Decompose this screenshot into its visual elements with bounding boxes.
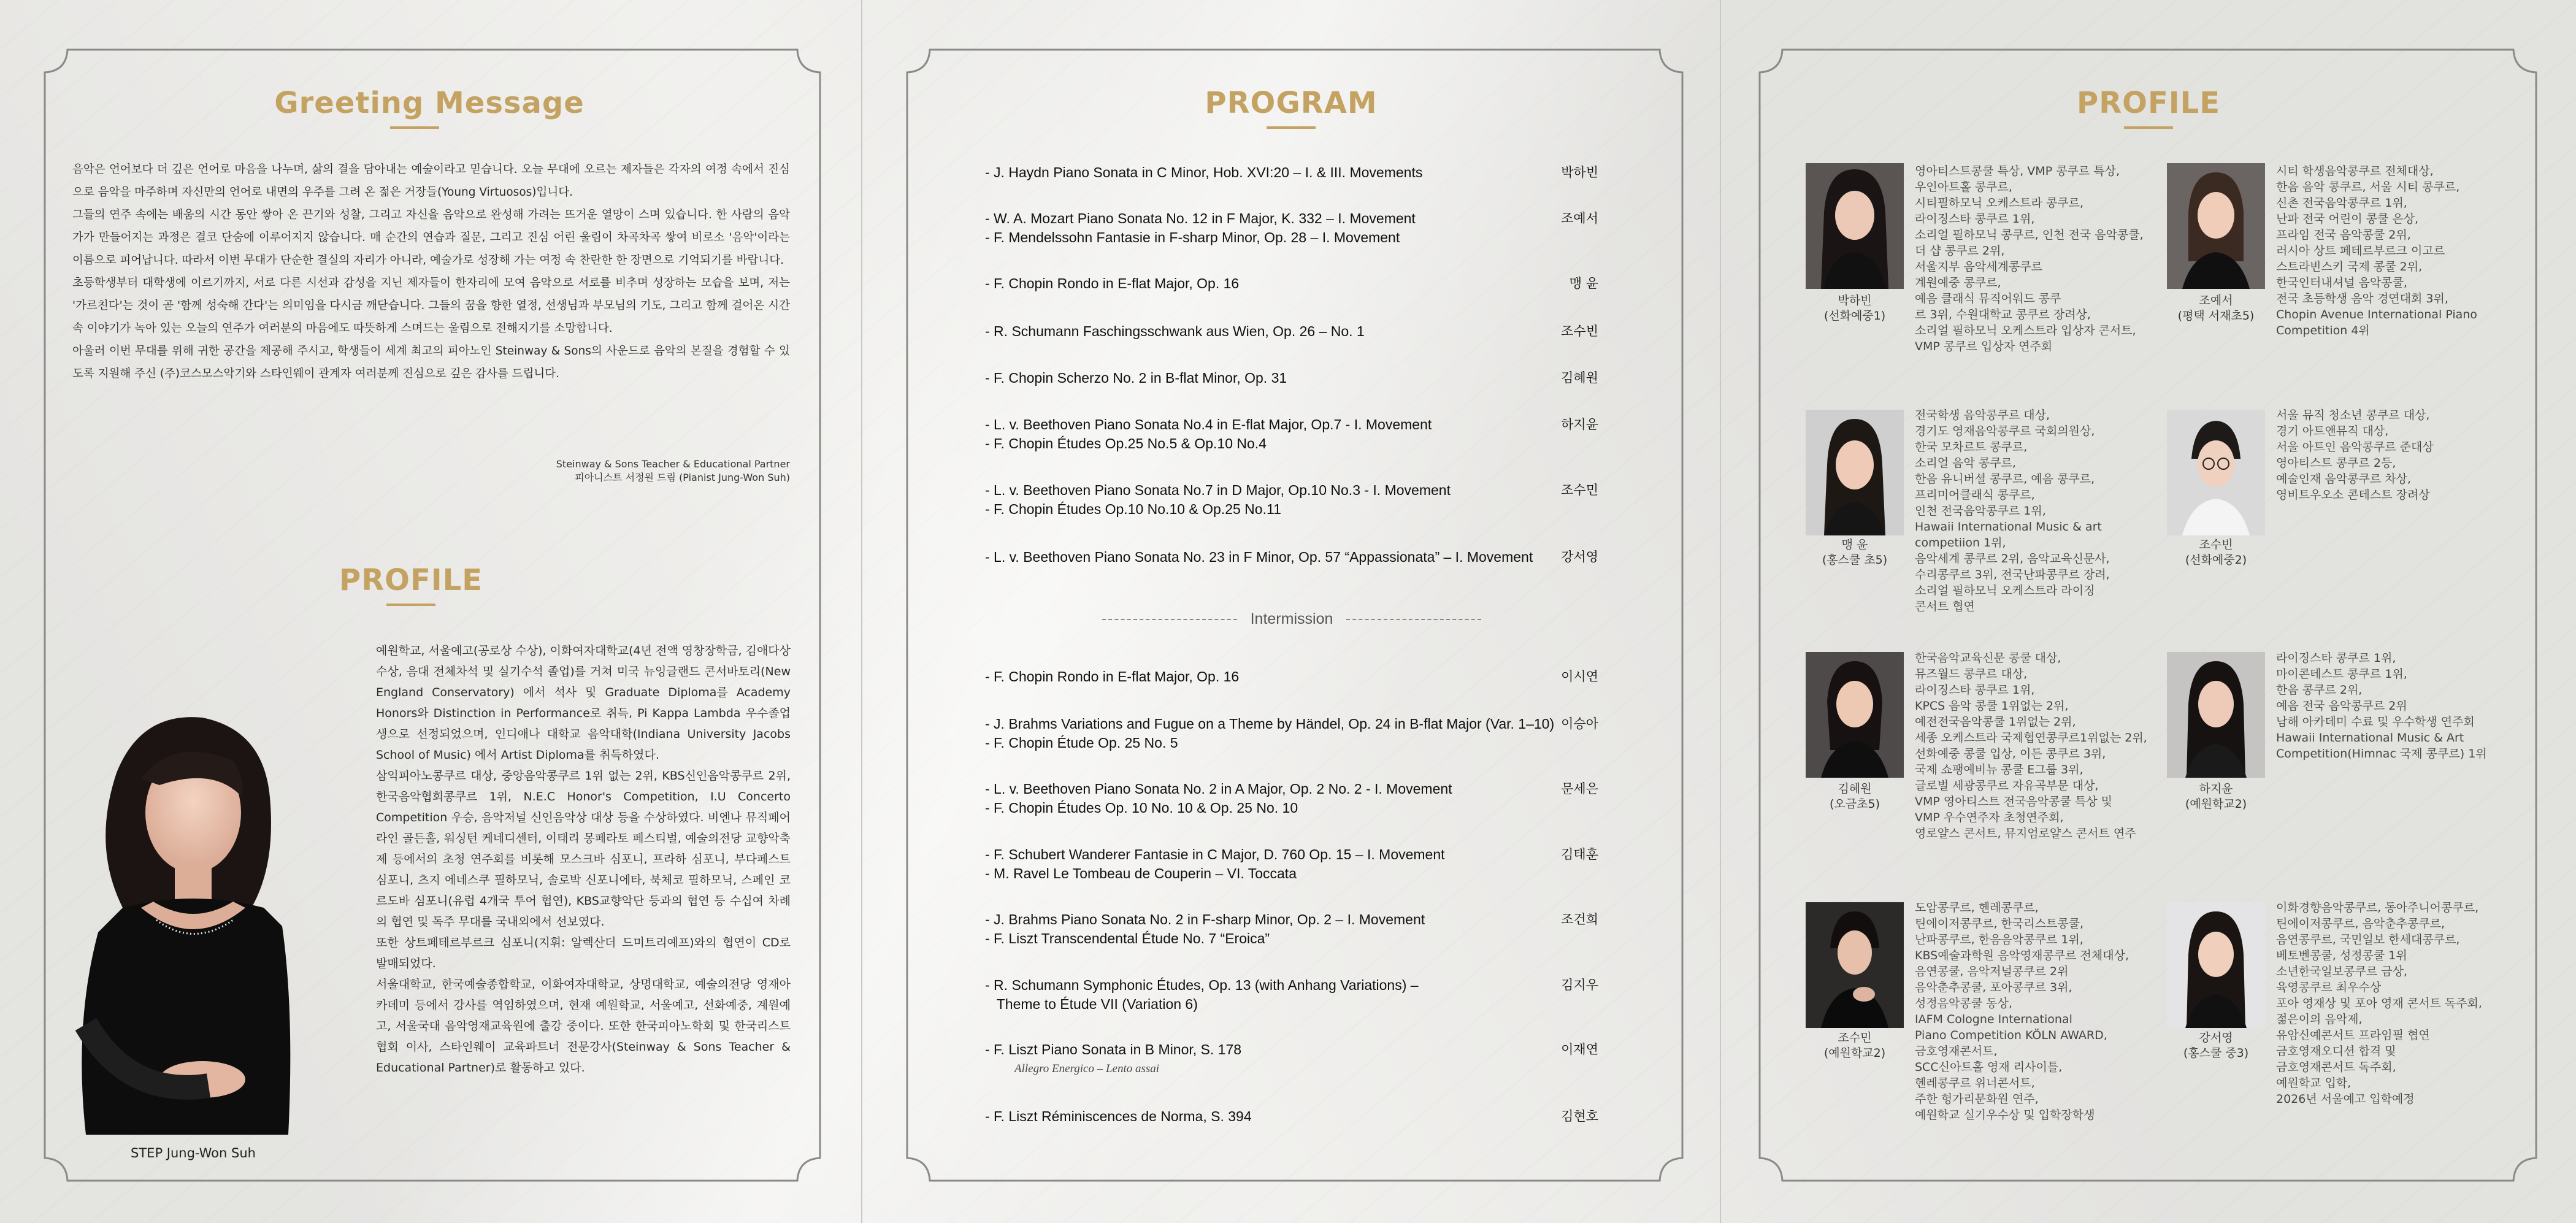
greeting-title-rule [390,126,439,129]
program-piece: - F. Chopin Étude Op. 25 No. 5 [985,735,1178,751]
program-performer: 김태훈 [1561,847,1598,862]
program-performer: 김현호 [1561,1109,1598,1124]
program-piece: - F. Liszt Transcendental Étude No. 7 “Eroica” [985,930,1270,946]
greeting-paragraph-3: 초등학생부터 대학생에 이르기까지, 서로 다른 시선과 감성을 지닌 제자들이 한자리에 모여 음악으로 서로를 비추며 성장하는 모습을 보며, 저는 '가르친다'는 것이 곧 '함께 성숙해 간다'는 의미임을 다시금 깨닫습니다. 그들의 꿈을 향한 열정, 선생님과 부모님의 기도, 그리고 함께 걸어온 시간 속 이야기가 녹아 있는 오늘의 연주가 여러분의 마음에도 따뜻하게 스며드는 울림으로 전해지기를 소망합니다. [72,277,790,335]
student-name: 김혜원 [1838,782,1872,796]
student-caption [2155,1030,2277,1061]
program-item [985,322,1598,341]
program-piece: - F. Chopin Scherzo No. 2 in B-flat Minor, Op. 31 [985,370,1287,386]
teacher-portrait [49,705,319,1135]
program-piece: - W. A. Mozart Piano Sonata No. 12 in F Major, K. 332 – I. Movement [985,210,1416,226]
student-caption [2155,537,2277,568]
program-performer: 이승아 [1561,716,1598,731]
program-performer: 조수빈 [1561,324,1598,339]
program-piece: - M. Ravel Le Tombeau de Couperin – VI. Toccata [985,865,1297,881]
student-school: (예원학교2) [2185,797,2247,811]
program-performer: 조건희 [1561,912,1598,927]
program-performer: 이시연 [1561,669,1598,684]
program-item [985,274,1598,293]
student-name: 조수빈 [2199,538,2233,551]
program-item [985,845,1598,883]
program-list [985,0,1598,1223]
program-performer: 박하빈 [1561,165,1598,180]
program-piece: - J. Brahms Variations and Fugue on a Theme by Händel, Op. 24 in B-flat Major (Var. 1–10) [985,716,1555,732]
student-school: (홍스쿨 중3) [2183,1046,2249,1060]
student-photo [2167,652,2265,778]
intermission-divider [985,610,1598,628]
intermission-label: Intermission [1250,610,1333,627]
program-piece: - F. Liszt Réminiscences de Norma, S. 394 [985,1108,1252,1124]
program-piece: - L. v. Beethoven Piano Sonata No.7 in D Major, Op.10 No.3 - I. Movement [985,482,1451,498]
program-piece: - F. Chopin Études Op.10 No.10 & Op.25 No.11 [985,501,1281,517]
program-performer: 문세은 [1561,781,1598,796]
student-photo [1806,163,1904,289]
program-performer: 맹 윤 [1569,276,1598,291]
signature-line-2: 피아니스트 서정원 드림 (Pianist Jung-Won Suh) [575,472,790,483]
greeting-title: Greeting Message [274,86,585,120]
program-piece: - F. Mendelssohn Fantasie in F-sharp Minor, Op. 28 – I. Movement [985,229,1400,245]
intermission-dashes-right [1346,619,1481,620]
student-photo [1806,652,1904,778]
profile-right-title: PROFILE [2077,86,2220,120]
program-item [985,369,1598,388]
program-performer: 이재연 [1561,1042,1598,1057]
student-school: (평택 서재초5) [2177,309,2255,323]
greeting-panel [0,0,859,1223]
program-item [985,667,1598,686]
student-photo [2167,902,2265,1028]
program-item [985,163,1598,182]
student-school: (홍스쿨 초5) [1822,553,1888,567]
profile-left-title: PROFILE [339,563,483,597]
greeting-body [72,158,790,385]
program-piece: - R. Schumann Faschingsschwank aus Wien, Op. 26 – No. 1 [985,323,1365,339]
program-piece: - F. Chopin Rondo in E-flat Major, Op. 16 [985,669,1240,684]
program-performer: 조예서 [1561,211,1598,226]
student-caption [1793,781,1916,812]
program-piece: - L. v. Beethoven Piano Sonata No.4 in E-flat Major, Op.7 - I. Movement [985,416,1432,432]
program-item [985,715,1598,753]
student-photo [2167,410,2265,535]
student-caption [1793,537,1916,568]
program-performer: 김혜원 [1561,370,1598,385]
student-caption [1793,293,1916,324]
student-photo [1806,902,1904,1028]
program-performer: 김지우 [1561,978,1598,992]
program-piece: - L. v. Beethoven Piano Sonata No. 23 in F Minor, Op. 57 “Appassionata” – I. Movement [985,549,1533,565]
program-title: PROGRAM [1205,86,1378,120]
greeting-paragraph-4: 아울러 이번 무대를 위해 귀한 공간을 제공해 주시고, 학생들이 세계 최고의 피아노인 Steinway & Sons의 사운드로 음악의 본질을 경험할 수 있도록 지원해 주신 (주)코스모스악기와 스타인웨이 관계자 여러분께 진심으로 깊은 감사를 드립니다. [72,345,790,380]
signature-line-1: Steinway & Sons Teacher & Educational Partner [556,458,790,470]
program-item [985,1040,1598,1078]
student-bio: 라이징스타 콩쿠르 1위, 마이콘테스트 콩쿠르 1위, 한음 콩쿠르 2위, 예음 전국 음악콩쿠르 2위 남해 아카데미 수료 및 우수학생 연주회 Hawaii International Music & Art Competition(Himnac 국제 콩쿠르) 1위 [2276,651,2487,761]
program-item [985,976,1598,1014]
greeting-paragraph-1: 음악은 언어보다 더 깊은 언어로 마음을 나누며, 삶의 결을 담아내는 예술이라고 믿습니다. 오늘 무대에 오르는 제자들은 각자의 여정 속에서 진심으로 음악을 마주하며 자신만의 언어로 내면의 우주를 그려 온 젊은 거장들(Young Virtuosos)입니다. [72,163,790,199]
program-piece: - L. v. Beethoven Piano Sonata No. 2 in A Major, Op. 2 No. 2 - I. Movement [985,781,1452,797]
greeting-paragraph-2: 그들의 연주 속에는 배움의 시간 동안 쌓아 온 끈기와 성찰, 그리고 자신을 음악으로 완성해 가려는 뜨거운 열망이 스며 있습니다. 한 사람의 음악가가 만들어지는 과정은 결코 단숨에 이루어지지 않습니다. 매 순간의 연습과 질문, 그리고 진심 어린 울림이 차곡차곡 쌓여 비로소 '음악'이라는 이름으로 피어납니다. 따라서 이번 무대가 단순한 결실의 자리가 아니라, 예술가로 성장해 가는 여정 속 찬란한 한 장면으로 기억되기를 바랍니다. [72,209,790,267]
student-bio: 이화경향음악콩쿠르, 동아주니어콩쿠르, 틴에이저콩쿠르, 음악춘추콩쿠르, 음연콩쿠르, 국민일보 한세대콩쿠르, 베토벤콩쿨, 성정콩쿨 1위 소년한국일보콩쿠르 금상, 육영콩쿠르 최우수상 포아 영재상 및 포아 영재 콘서트 독주회, 젊은이의 음악제, 유암신예콘서트 프라임필 협연 금호영재오디션 합격 및 금호영재콘서트 독주회, 예원학교 입학, 2026년 서울예고 입학예정 [2276,901,2482,1106]
program-tempo-marking: Allegro Energico – Lento assai [1014,1062,1160,1075]
profile-left-title-rule [386,604,435,606]
student-profile-panel [1721,0,2576,1223]
student-photo [1806,410,1904,535]
student-name: 박하빈 [1838,294,1872,307]
profile-right-title-rule [2124,126,2173,129]
program-piece: - F. Liszt Piano Sonata in B Minor, S. 178 [985,1041,1242,1057]
program-item [985,481,1598,519]
profile-paragraph-1: 예원학교, 서울예고(공로상 수상), 이화여자대학교(4년 전액 영창장학금, 김애다상 수상, 음대 전체차석 및 실기수석 졸업)를 거쳐 미국 뉴잉글랜드 콘서바토리(New England Conservatory) 에서 석사 및 Graduate Diploma를 Academy Honors와 Distinction in Performance로 취득, Pi Kappa Lambda 우수졸업생으로 선정되었으며, 인디애나 대학교 음악대학(Indiana University Jacobs School of Music) 에서 Artist Diploma를 취득하였다. [376,644,791,762]
program-piece: Theme to Étude VII (Variation 6) [985,996,1198,1012]
student-school: (선화예중2) [2185,553,2247,567]
profile-left-body [376,640,791,1078]
student-school: (오금초5) [1830,797,1880,811]
student-bio: 한국음악교육신문 콩쿨 대상, 뮤즈월드 콩쿠르 대상, 라이징스타 콩쿠르 1위, KPCS 음악 콩쿨 1위없는 2위, 예전전국음악콩쿨 1위없는 2위, 세종 오케스트라 국제협연콩쿠르1위없는 2위, 선화예중 콩쿨 입상, 이든 콩쿠르 3위, 국제 쇼팽예비뉴 콩쿨 E그룹 3위, 글로벌 세광콩쿠르 자유곡부문 대상, VMP 영아티스트 전국음악콩쿨 특상 및 VMP 우수연주자 초청연주회, 영로얄스 콘서트, 뮤지엄로얄스 콘서트 연주 [1915,651,2147,840]
student-name: 조수민 [1838,1031,1872,1045]
profile-paragraph-4: 서울대학교, 한국예술종합학교, 이화여자대학교, 상명대학교, 예술의전당 영재아카데미 등에서 강사를 역임하였으며, 현재 예원학교, 서울예고, 선화예중, 계원예고, 서울국대 음악영재교육원에 출강 중이다. 또한 한국피아노학회 및 한국리스트협회 이사, 스타인웨이 교육파트너 전문강사(Steinway & Sons Teacher & Educational Partner)로 활동하고 있다. [376,978,791,1075]
program-piece: - R. Schumann Symphonic Études, Op. 13 (with Anhang Variations) – [985,977,1419,993]
student-school: (선화예중1) [1823,309,1886,323]
program-performer: 하지윤 [1561,417,1598,432]
program-panel [862,0,1720,1223]
student-bio: 영아티스트콩쿨 특상, VMP 콩쿠르 특상, 우인아트홀 콩쿠르, 시티필하모닉 오케스트라 콩쿠르, 라이징스타 콩쿠르 1위, 소리얼 필하모닉 콩쿠르, 인천 전국 음악콩쿨, 더 샵 콩쿠르 2위, 서울지부 음악세계콩쿠르 계원예중 콩쿠르, 예음 클래식 뮤직어워드 콩쿠 르 3위, 수원대학교 콩쿠르 장려상, 소리얼 필하모닉 오케스트라 입상자 콘서트, VMP 콩쿠르 입상자 연주회 [1915,164,2144,353]
program-item [985,209,1598,247]
program-piece: - F. Chopin Rondo in E-flat Major, Op. 16 [985,275,1240,291]
greeting-signature [556,458,790,485]
student-caption [2155,781,2277,812]
student-photo [2167,163,2265,289]
student-name: 조예서 [2199,294,2233,307]
program-performer: 조수민 [1561,483,1598,497]
program-piece: - J. Brahms Piano Sonata No. 2 in F-sharp Minor, Op. 2 – I. Movement [985,911,1425,927]
student-caption [1793,1030,1916,1061]
student-bio: 도암콩쿠르, 헨레콩쿠르, 틴에이저콩쿠르, 한국리스트콩쿨, 난파콩쿠르, 한음음악콩쿠르 1위, KBS예술과학원 음악영재콩쿠르 전체대상, 음연콩쿨, 음악저널콩쿠르 2위 음악춘추콩쿨, 포아콩쿠르 3위, 성정음악콩쿨 동상, IAFM Cologne International Piano Competition KÖLN AWARD, 금호영재콘서트, SCC신아트홀 영재 리사이틀, 헨레콩쿠르 위너콘서트, 주한 헝가리문화원 연주, 예원학교 실기우수상 및 입학장학생 [1915,901,2129,1122]
profile-paragraph-2: 삼익피아노콩쿠르 대상, 중앙음악콩쿠르 1위 없는 2위, KBS신인음악콩쿠르 2위, 한국음악협회콩쿠르 1위, N.E.C Honor's Competition, I.U Concerto Competition 우승, 음악저널 신인음악상 대상 등을 수상하였다. 비엔나 뮤직페어라인 골든홀, 워싱턴 케네디센터, 이태리 몽페라토 페스티벌, 예술의전당 교향악축제 등에서의 초청 연주회를 비롯해 모스크바 심포니, 프라하 심포니, 부다페스트 심포니, 츠지 에네스쿠 필하모닉, 솔로박 신포니에타, 북체코 필하모닉, 스페인 코르도바 심포니(유럽 4개국 투어 협연), KBS교향악단 등과의 협연 등 수십여 차례의 협연 및 독주 무대를 국내외에서 선보였다. [376,769,791,929]
program-piece: - J. Haydn Piano Sonata in C Minor, Hob. XVI:20 – I. & III. Movements [985,164,1423,180]
program-item [985,1107,1598,1126]
student-name: 강서영 [2199,1031,2233,1045]
student-caption [2155,293,2277,324]
program-item [985,415,1598,453]
program-item [985,548,1598,567]
student-bio: 서울 뮤직 청소년 콩쿠르 대상, 경기 아트앤뮤직 대상, 서울 아트인 음악콩쿠르 준대상 영아티스트 콩쿠르 2등, 예술인재 음악콩쿠르 차상, 영비트우오소 콘테스트 장려상 [2276,408,2434,502]
student-name: 맹 윤 [1841,538,1868,551]
student-name: 하지윤 [2199,782,2233,796]
student-bio: 시티 학생음악콩쿠르 전체대상, 한음 음악 콩쿠르, 서울 시티 콩쿠르, 신촌 전국음악콩쿠르 1위, 난파 전국 어린이 콩쿨 은상, 프라임 전국 음악콩쿨 2위, 러시아 상트 페테르부르크 이고르 스트라빈스키 국제 콩쿨 2위, 한국인터내셔널 음악콩쿨, 전국 초등학생 음악 경연대회 3위, Chopin Avenue International Piano Competition 4위 [2276,164,2477,337]
student-bio: 전국학생 음악콩쿠르 대상, 경기도 영재음악콩쿠르 국회의원상, 한국 모차르트 콩쿠르, 소리얼 음악 콩쿠르, 한음 유니버셜 콩쿠르, 예음 콩쿠르, 프리미어클래식 콩쿠르, 인천 전국음악콩쿠르 1위, Hawaii International Music & art competiion 1위, 음악세계 콩쿠르 2위, 음악교육신문사, 수리콩쿠르 3위, 전국난파콩쿠르 장려, 소리얼 필하모닉 오케스트라 라이징 콘서트 협연 [1915,408,2110,613]
program-item [985,780,1598,818]
program-item [985,910,1598,948]
program-performer: 강서영 [1561,550,1598,564]
intermission-dashes-left [1102,619,1237,620]
program-piece: - F. Chopin Études Op. 10 No. 10 & Op. 25 No. 10 [985,800,1298,816]
student-school: (예원학교2) [1823,1046,1886,1060]
program-piece: - F. Chopin Études Op.25 No.5 & Op.10 No.4 [985,435,1267,451]
profile-paragraph-3: 또한 상트페테르부르크 심포니(지휘: 알렉산더 드미트리예프)와의 협연이 CD로 발매되었다. [376,936,791,970]
teacher-photo-caption: STEP Jung-Won Suh [131,1146,256,1160]
program-piece: - F. Schubert Wanderer Fantasie in C Major, D. 760 Op. 15 – I. Movement [985,846,1445,862]
